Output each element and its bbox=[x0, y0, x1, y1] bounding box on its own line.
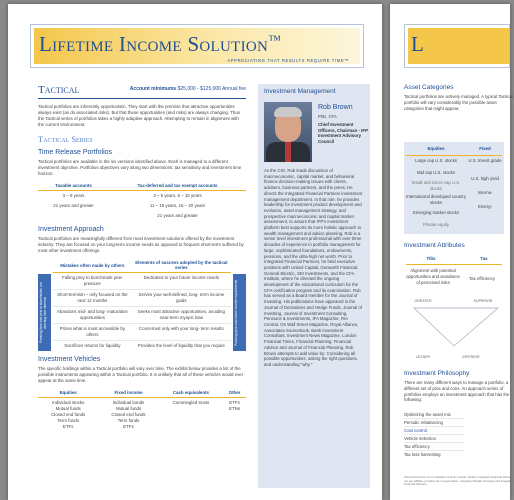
list-item: Interna- bbox=[477, 190, 493, 195]
product-title: Lifetime Income Solution™ bbox=[39, 32, 282, 56]
table-cell: 21 years and greater bbox=[157, 213, 198, 218]
time-release-heading: Time Release Portfolios bbox=[38, 149, 113, 156]
vehicles-text: The specific holdings within a Tactical portfolio will vary over time. The exhibit below provides a list of the possible instruments appearing within a Tactical portfolio. It is unlikely that all of these vehicles would ever appear at the same time. bbox=[38, 366, 244, 383]
banner-tagline: APPRECIATING THAT RESULTS REQUIRE TIME™ bbox=[227, 58, 349, 63]
scale-label: SUPERIOR bbox=[473, 299, 493, 303]
table-cell: 3 – 5 years bbox=[62, 193, 85, 198]
table-row bbox=[38, 201, 246, 211]
asset-categories-heading: Asset Categories bbox=[404, 84, 454, 91]
table-cell: 11 – 15 years, 16 – 20 years bbox=[149, 203, 206, 208]
table-cell: Prizes what is most accessible by others bbox=[53, 324, 132, 341]
table-cell: Concerned only with your long- term results bbox=[132, 324, 231, 341]
table-cell: 3 – 5 years, 6 – 10 years bbox=[153, 193, 202, 198]
list-item: Cost control bbox=[404, 428, 464, 435]
list-item: Emerging market stocks bbox=[412, 210, 460, 215]
table-header: Other bbox=[223, 388, 246, 398]
philosophy-text: There are many different ways to manage a portfolio, a different set of pros and cons. An approach series of portfolios employs an investment approach that has the following: bbox=[404, 380, 510, 403]
table-cell: ETFs ETNs bbox=[229, 400, 241, 411]
scale-label: INFERIOR bbox=[462, 355, 480, 359]
philosophy-heading: Investment Philosophy bbox=[404, 370, 470, 377]
tactical-intro: Tactical portfolios are inherently opportunistic. They start with the premise that attractive opportunities always exist (as do associated risks). But that these opportunities (and risks) are always changing. Thus the Tactical series of portfolios takes a highly adaptive approach. Attempting to remain in alignment with the current environment. bbox=[38, 104, 240, 127]
title-banner bbox=[30, 24, 364, 68]
table-cell: Individual stocks Mutual funds Closed end funds Term funds ETFs bbox=[51, 400, 86, 429]
table-header: Cash equivalents bbox=[159, 388, 223, 398]
table-cell: Serves your well-defined, long- term income goals bbox=[132, 290, 231, 307]
attribute-cell: Tax efficiency bbox=[469, 276, 495, 281]
list-item: Tax loss harvesting bbox=[404, 452, 441, 457]
asset-categories-table bbox=[404, 142, 504, 234]
table-header: Tax bbox=[480, 256, 488, 261]
table-header: Tilts bbox=[426, 256, 436, 261]
approach-heading: Investment Approach bbox=[38, 226, 104, 233]
table-row bbox=[53, 290, 231, 307]
asset-categories-text: Tactical portfolios are actively managed. A typical Tactical portfolio will vary considerably the possible asset categories that might appear. bbox=[404, 94, 513, 111]
list-item: U.S. Invest grade bbox=[468, 158, 502, 163]
manager-credentials: PhD, CFA bbox=[318, 114, 337, 119]
title-banner bbox=[404, 24, 510, 68]
table-cell: Abandons mid- and long- maturation opportunities bbox=[53, 307, 132, 324]
table-header: Tax-deferred and tax exempt accounts bbox=[109, 181, 246, 191]
table-header: Fixed income bbox=[98, 388, 158, 398]
account-minimums: Account minimums $25,000 - $125,000 Annual fee bbox=[129, 86, 246, 92]
table-cell: Individual bonds Mutual funds Closed end funds Term funds ETFs bbox=[111, 400, 146, 429]
document-page-back bbox=[390, 4, 514, 500]
list-item: Tax efficiency bbox=[404, 444, 464, 451]
table-row bbox=[53, 273, 231, 290]
table-cell: Commingled trusts bbox=[172, 400, 210, 405]
approach-text: Tactical portfolios are meaningfully different from most investment solutions offered by the investment industry. They are focused on your long-term income needs as opposed to frequent short-term suffered by most other investment offerings. bbox=[38, 236, 244, 253]
table-row bbox=[38, 211, 246, 221]
vehicles-heading: Investment Vehicles bbox=[38, 356, 101, 363]
list-item: Periodic rebalancing bbox=[404, 420, 464, 427]
table-cell: Dedicated to your future income needs bbox=[132, 273, 231, 290]
divider bbox=[38, 98, 246, 99]
list-item: Mid cap U.S. stocks bbox=[417, 170, 455, 175]
management-heading: Investment Management bbox=[264, 88, 336, 95]
list-item: Emerg- bbox=[477, 204, 493, 209]
table-cell: Seeks most attractive opportunities, avoiding near-term myopic bias bbox=[132, 307, 231, 324]
document-page-front bbox=[8, 4, 382, 500]
scale-label: GREATER bbox=[414, 299, 432, 303]
list-item: International developed country stocks bbox=[406, 194, 466, 205]
list-item: Large cap U.S. stocks bbox=[414, 158, 458, 163]
table-header: Equities bbox=[427, 146, 445, 151]
side-label-left: Pursuing their own best to shareholder, not directing their interests bbox=[38, 274, 51, 351]
list-item: Small and micro-cap U.S. stocks bbox=[411, 180, 461, 191]
footnote: Past performance is not indicative of future results. Neither Integrated Financial Partners nor any affiliate, provides tax or legal advice. Integrated Wealth Concepts and Integrated Financial Partners. bbox=[404, 475, 514, 487]
table-header: Fixed bbox=[479, 146, 491, 151]
table-cell: Sacrifices returns for liquidity bbox=[64, 343, 121, 348]
table-row bbox=[38, 191, 246, 202]
manager-roles: Chief Investment Officers, Chairman - IFP Investment Advisory Council bbox=[318, 122, 368, 144]
table-row bbox=[53, 341, 231, 352]
table-row bbox=[53, 307, 231, 324]
list-item: U.S. high yield bbox=[471, 176, 499, 181]
table-header: Mistakes often made by others bbox=[53, 258, 132, 273]
list-item: Private equity bbox=[422, 222, 450, 227]
table-header: Elements of success adopted by the tactical series bbox=[132, 258, 231, 273]
manager-name: Rob Brown bbox=[318, 104, 353, 111]
table-cell: Provides the level of liquidity that you require bbox=[137, 343, 225, 348]
product-title: L bbox=[411, 32, 424, 56]
approach-table bbox=[53, 258, 231, 351]
attribute-cell: Alignment with potential opportunities and avoidance of perceived risks bbox=[406, 268, 460, 285]
table-header: Taxable accounts bbox=[38, 181, 109, 191]
series-heading: Tactical Series bbox=[38, 134, 93, 144]
table-row bbox=[53, 324, 231, 341]
table-cell bbox=[38, 211, 109, 221]
approach-comparison bbox=[38, 258, 246, 351]
table-cell: Short-termism – only focused on the next 12 months bbox=[53, 290, 132, 307]
table-cell: Falling prey to benchmark peer pressure bbox=[53, 273, 132, 290]
time-release-table bbox=[38, 181, 246, 221]
philosophy-list bbox=[404, 412, 504, 462]
time-release-text: Tactical portfolios are available in the six versions identified above. Each is managed to a different investment objective. Portfolios objectives vary along two dimensions: tax sensitivity and investment time horizon. bbox=[38, 159, 242, 176]
manager-bio: As the CIO, Rob leads discussion of macroeconomic, capital market, and behavioral finance decision-making issues with clients, advisers, business partners, and the press. He directs the Integrated Financial Partners investment management department. In that role, he provides leadership for investment product development and evolution, asset management strategy, and prospective macroeconomic and capital market assessment, to assure that IFP's investment platform best supports its more holistic approach to wealth management and advice planning. Rob is a senior level investment professional with over three decades of experience in portfolio management for large, sophisticated foundations, endowments, pensions, and the ultra-high net worth. Prior to Integrated Financial Partners, he held executive positions with United Capital, Genworth Financial, General Electric, SEI Investments, and the CFA Institute, where he directed the ongoing development of the educational curriculum for the CFA certification program and its examination. Rob has served as a Board member for the Journal of Investing. His publications have appeared in the Journal of Derivatives and Hedge Funds, Journal of Investing, Journal of Investment Consulting, Pensions & Investments, IFA Magazine, RIA Central, On Wall Street Magazine, Royal Alliance, Associates Sourcebook, Bank Investment Consultant, Investment News Magazine, London Financial Times, Financial Planning, Financial Advisor and Journal of Financial Planning. Rob Brown attempts to add value by: Considering all possible opportunities, asking the right questions, and understanding "why." bbox=[264, 168, 363, 367]
side-label-right: Pursuing your own future income requirements bbox=[233, 274, 246, 351]
attributes-diagram bbox=[404, 254, 504, 362]
portrait-photo bbox=[264, 102, 312, 162]
list-item: Vehicle selection bbox=[404, 436, 464, 443]
list-item: Optimizing the asset mix bbox=[404, 412, 464, 419]
attributes-heading: Investment Attributes bbox=[404, 242, 465, 249]
table-row bbox=[38, 398, 246, 433]
scale-label: LESSER bbox=[415, 355, 431, 359]
vehicles-table bbox=[38, 388, 246, 432]
triangle-outline bbox=[414, 308, 498, 346]
table-header: Equities bbox=[38, 388, 98, 398]
table-cell: 21 years and greater bbox=[53, 203, 94, 208]
tactical-heading: Tactical bbox=[38, 84, 80, 96]
left-column bbox=[38, 84, 246, 432]
management-sidebar bbox=[258, 84, 370, 488]
